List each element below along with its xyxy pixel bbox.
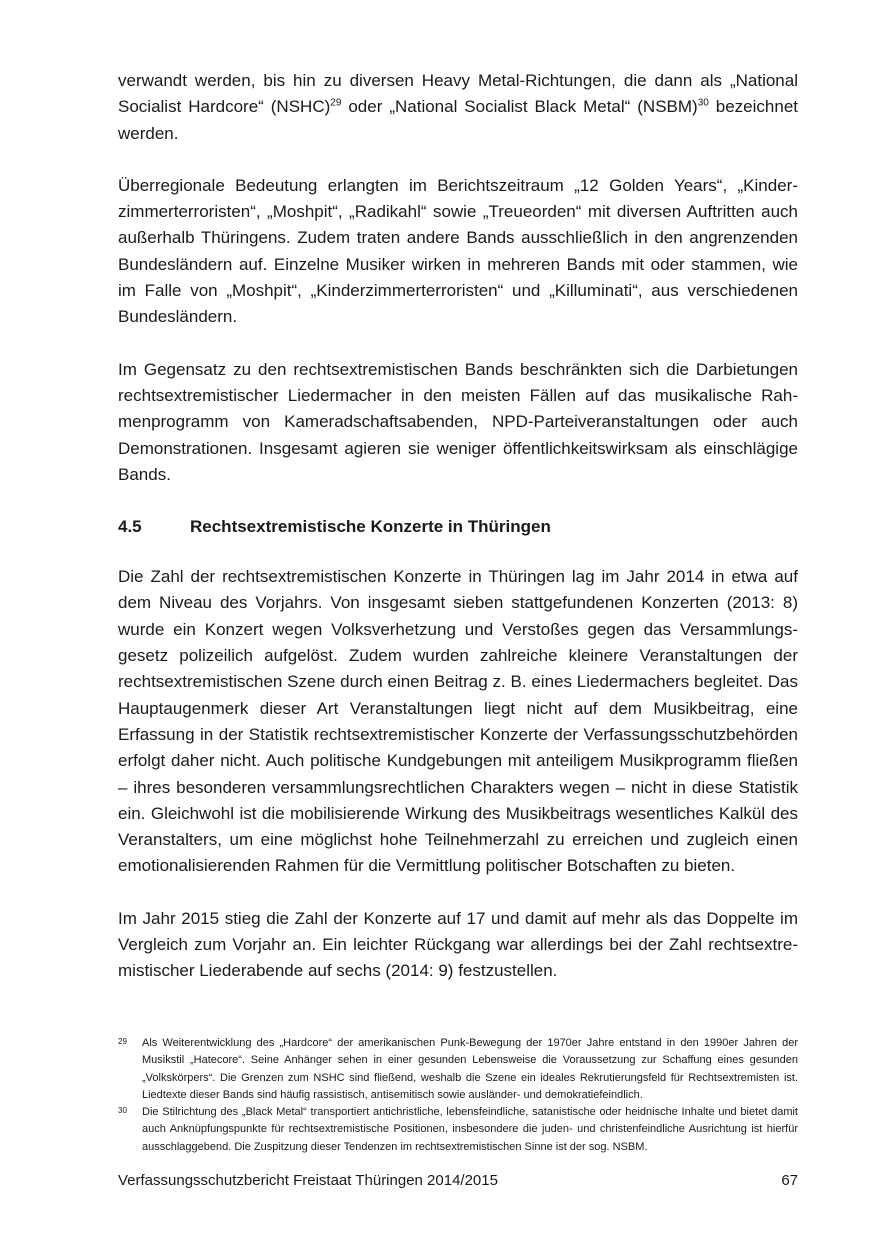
section-title: Rechtsextremistische Konzerte in Thüringen (190, 517, 551, 537)
footnote-ref-29[interactable]: 29 (330, 97, 342, 109)
paragraph-1: verwandt werden, bis hin zu diversen Heavy Metal-Richtungen, die dann als „National Socialist Hardcore“ (NSHC)$^{29}$ oder „National Socialist Black Metal“ (NSBM)$^{30}$ bezeichnet werden. (118, 71, 799, 143)
page-number: 67 (781, 1172, 798, 1189)
section-heading (118, 514, 798, 540)
paragraph-3: Im Gegensatz zu den rechtsextremistischen Bands beschränkten sich die Darbietungen rechtsextremistischer Liedermacher in den meisten Fällen auf das musikalische Rahmenprogramm von Kameradschaftsabenden, NPD-Parteiveranstaltungen oder auch Demonstrationen. Insgesamt agieren sie weniger öffentlichkeitswirksam als einschlägige Bands. (118, 359, 798, 484)
paragraph-2: Überregionale Bedeutung erlangten im Berichtszeitraum „12 Golden Years“, „Kinderzimmerterroristen“, „Moshpit“, „Radikahl“ sowie „Treueorden“ mit diversen Auftritten auch außerhalb Thüringens. Zudem traten andere Bands ausschließlich in den angrenzenden Bundesländern auf. Einzelne Musiker wirken in mehreren Bands mit oder stammen, wie im Falle von „Moshpit“, „Kinderzimmerterroristen“ und „Killuminati“, aus verschiedenen Bundesländern. (118, 175, 798, 327)
paragraph-5: Im Jahr 2015 stieg die Zahl der Konzerte auf 17 und damit auf mehr als das Doppelte im Vergleich zum Vorjahr an. Ein leichter Rückgang war allerdings bei der Zahl rechtsextremistischer Liederabende auf sechs (2014: 9) festzustellen. (118, 908, 798, 981)
footnote-mark: 30 (118, 1106, 127, 1116)
footnote-29 (118, 1035, 798, 1104)
footnote-ref-30[interactable]: 30 (697, 97, 709, 109)
page-footer (118, 1170, 798, 1192)
footnote-30 (118, 1104, 798, 1156)
footnote-text: Die Stilrichtung des „Black Metal“ transportiert antichristliche, lebensfeindliche, satanistische oder heidnische Inhalte und bietet damit auch Anknüpfungspunkte für rechtsextremistische Positionen, insbesondere die juden- und christenfeindliche Ausrichtung ist hierfür ausschlaggebend. Die Zuspitzung dieser Tendenzen im rechtsextremistischen Sinne ist der sog. NSBM. (142, 1106, 798, 1153)
footnote-mark: 29 (118, 1037, 127, 1046)
paragraph-4: Die Zahl der rechtsextremistischen Konzerte in Thüringen lag im Jahr 2014 in etwa auf dem Niveau des Vorjahrs. Von insgesamt sieben stattgefundenen Konzerten (2013: 8) wurde ein Konzert wegen Volksverhetzung und Verstoßes gegen das Versammlungsgesetz polizeilich aufgelöst. Zudem wurden zahlreiche kleinere Veranstaltungen der rechtsextremistischen Szene durch einen Beitrag z. B. eines Liedermachers begleitet. Das Hauptaugenmerk dieser Art Veranstaltungen liegt nicht auf dem Musikbeitrag, eine Erfassung in der Statistik rechtsextremistischer Konzerte der Verfassungsschutzbehörden erfolgt daher nicht. Auch politische Kundgebungen mit anteiligem Musikprogramm fließen – ihres besonderen versammlungsrechtlichen Charakters wegen – nicht in diese Statistik ein. Gleichwohl ist die mobilisierende Wirkung des Musikbeitrags wesentliches Kalkül des Veranstalters, um eine möglichst hohe Teilnehmerzahl zu erreichen und zugleich einen emotionalisierenden Rahmen für die Vermittlung politischer Botschaften zu bieten. (118, 567, 798, 876)
section-number: 4.5 (118, 517, 142, 537)
footnotes (118, 1035, 798, 1156)
footnote-text: Als Weiterentwicklung des „Hardcore“ der amerikanischen Punk-Bewegung der 1970er Jahre entstand in den 1990er Jahren der Musikstil „Hatecore“. Seine Anhänger sehen in einer gesunden Lebensweise die Voraussetzung zur Schaffung eines gesunden „Volkskörpers“. Die Grenzen zum NSHC sind fließend, weshalb die Szene ein ideales Rekrutierungsfeld für Rechtsextremisten ist. Liedtexte dieser Bands sind häufig rassistisch, antisemitisch sowie ausländer- und demokratiefeindlich. (142, 1037, 798, 1101)
footer-title: Verfassungsschutzbericht Freistaat Thüringen 2014/2015 (118, 1172, 498, 1189)
page-content (118, 68, 798, 1011)
